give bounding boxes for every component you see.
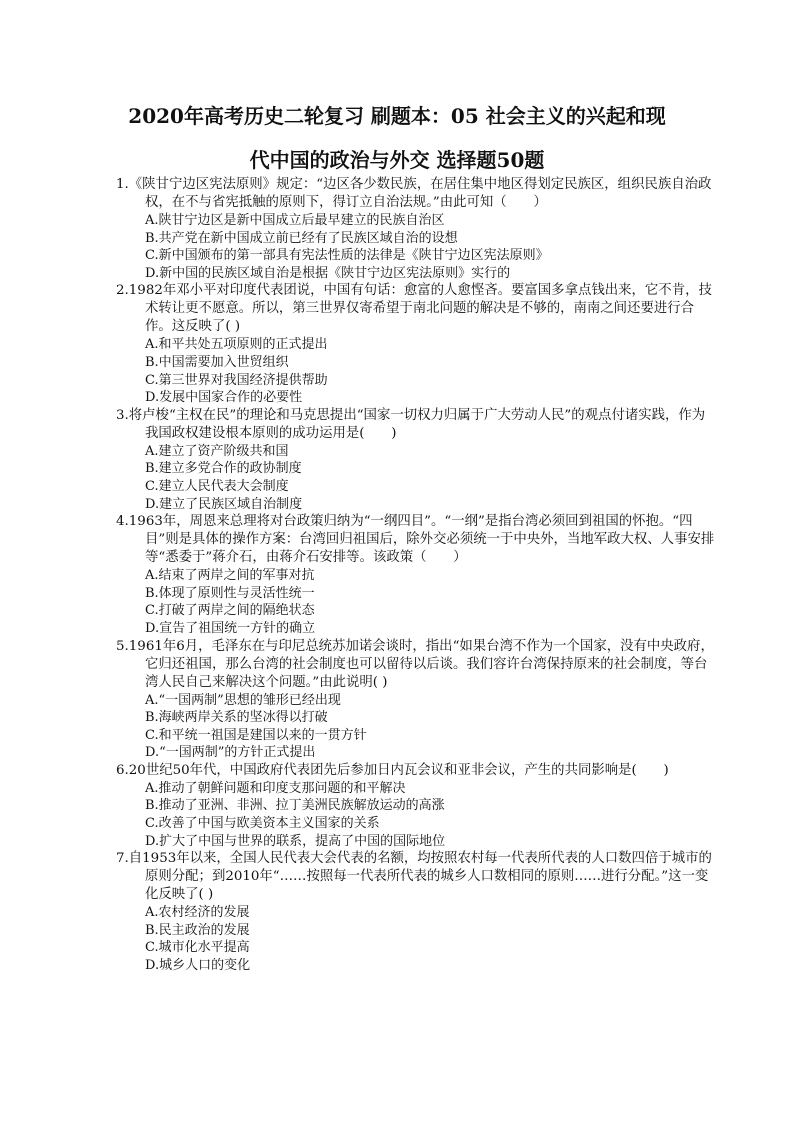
option-a: A.和平共处五项原则的正式提出 [145,337,328,353]
option-b: B.共产党在新中国成立前已经有了民族区域自治的设想 [145,230,458,246]
option-c: C.和平统一祖国是建国以来的一贯方针 [145,727,367,743]
option-d: D.建立了民族区域自治制度 [145,496,303,512]
option-a: A.建立了资产阶级共和国 [145,443,289,459]
question-stem: 3.将卢梭“主权在民”的理论和马克思提出“国家一切权力归属于广大劳动人民”的观点付诸实践，作为我国政权建设根本原则的成功运用是( ) [116,407,706,441]
option-a: A.推动了朝鲜问题和印度支那问题的和平解决 [145,780,406,796]
question-stem: 6.20世纪50年代，中国政府代表团先后参加日内瓦会议和亚非会议，产生的共同影响是( ) [116,762,669,778]
option-b: B.建立多党合作的政协制度 [145,461,302,477]
option-d: D.城乡人口的变化 [145,958,251,974]
question-4 [116,513,716,637]
option-d: D.扩大了中国与世界的联系，提高了中国的国际地位 [145,833,446,849]
question-2 [116,282,716,406]
option-list [116,212,716,282]
option-c: C.新中国颁布的第一部具有宪法性质的法律是《陕甘宁边区宪法原则》 [145,248,549,264]
option-list [116,336,716,406]
option-list [116,567,716,637]
option-c: C.第三世界对我国经济提供帮助 [145,372,328,388]
question-1 [116,176,716,282]
option-b: B.民主政治的发展 [145,922,250,938]
option-a: A.“一国两制”思想的雏形已经出现 [145,692,341,708]
question-3 [116,407,716,513]
document-title-line-1: 2020年高考历史二轮复习 刷题本：05 社会主义的兴起和现 [128,104,666,128]
option-c: C.城市化水平提高 [145,940,250,956]
document-title-line-2: 代中国的政治与外交 选择题50题 [249,148,545,172]
option-c: C.改善了中国与欧美资本主义国家的关系 [145,816,380,832]
option-c: C.打破了两岸之间的隔绝状态 [145,603,315,619]
option-d: D.“一国两制”的方针正式提出 [145,745,316,761]
option-b: B.海峡两岸关系的坚冰得以打破 [145,710,328,726]
question-stem: 5.1961年6月，毛泽东在与印尼总统苏加诺会谈时，指出“如果台湾不作为一个国家，没有中央政府，它归还祖国，那么台湾的社会制度也可以留待以后谈。我们容许台湾保持原来的社会制度，等台湾人民自己来解决这个问题。”由此说明( ) [116,638,714,690]
question-stem: 1.《陕甘宁边区宪法原则》规定：“边区各少数民族，在居住集中地区得划定民族区，组织民族自治政权，在不与省宪抵触的原则下，得订立自治法规。”由此可知（ ） [116,177,712,210]
question-7 [116,850,716,974]
option-list [116,904,716,974]
question-stem: 4.1963年，周恩来总理将对台政策归纳为“一纲四目”。“一纲”是指台湾必须回到祖国的怀抱。“四目”则是具体的操作方案：台湾回归祖国后，除外交必须统一于中央外，当地军政大权、人事安排等“悉委于”蒋介石，由蒋介石安排等。该政策（ ） [116,514,715,566]
option-c: C.建立人民代表大会制度 [145,478,289,494]
option-list [116,780,716,850]
option-d: D.新中国的民族区域自治是根据《陕甘宁边区宪法原则》实行的 [145,265,511,281]
option-d: D.宣告了祖国统一方针的确立 [145,620,316,636]
option-a: A.农村经济的发展 [145,905,250,921]
question-stem: 2.1982年邓小平对印度代表团说，中国有句话：愈富的人愈悭吝。要富国多拿点钱出来，它不肯，技术转让更不愿意。所以，第三世界仅寄希望于南北问题的解决是不够的，南南之间还要进行合作。这反映了( ) [116,283,712,335]
option-b: B.体现了原则性与灵活性统一 [145,585,315,601]
option-b: B.推动了亚洲、非洲、拉丁美洲民族解放运动的高涨 [145,798,445,814]
question-5 [116,638,716,762]
question-6 [116,762,716,850]
option-d: D.发展中国家合作的必要性 [145,390,303,406]
question-stem: 7.自1953年以来，全国人民代表大会代表的名额，均按照农村每一代表所代表的人口数四倍于城市的原则分配；到2010年“……按照每一代表所代表的城乡人口数相同的原则……进行分配。”这一变化反映了( ) [116,851,712,903]
option-b: B.中国需要加入世贸组织 [145,354,289,370]
option-list [116,443,716,513]
option-a: A.陕甘宁边区是新中国成立后最早建立的民族自治区 [145,213,445,228]
question-list [116,176,716,975]
option-a: A.结束了两岸之间的军事对抗 [145,568,315,584]
option-list [116,692,716,762]
